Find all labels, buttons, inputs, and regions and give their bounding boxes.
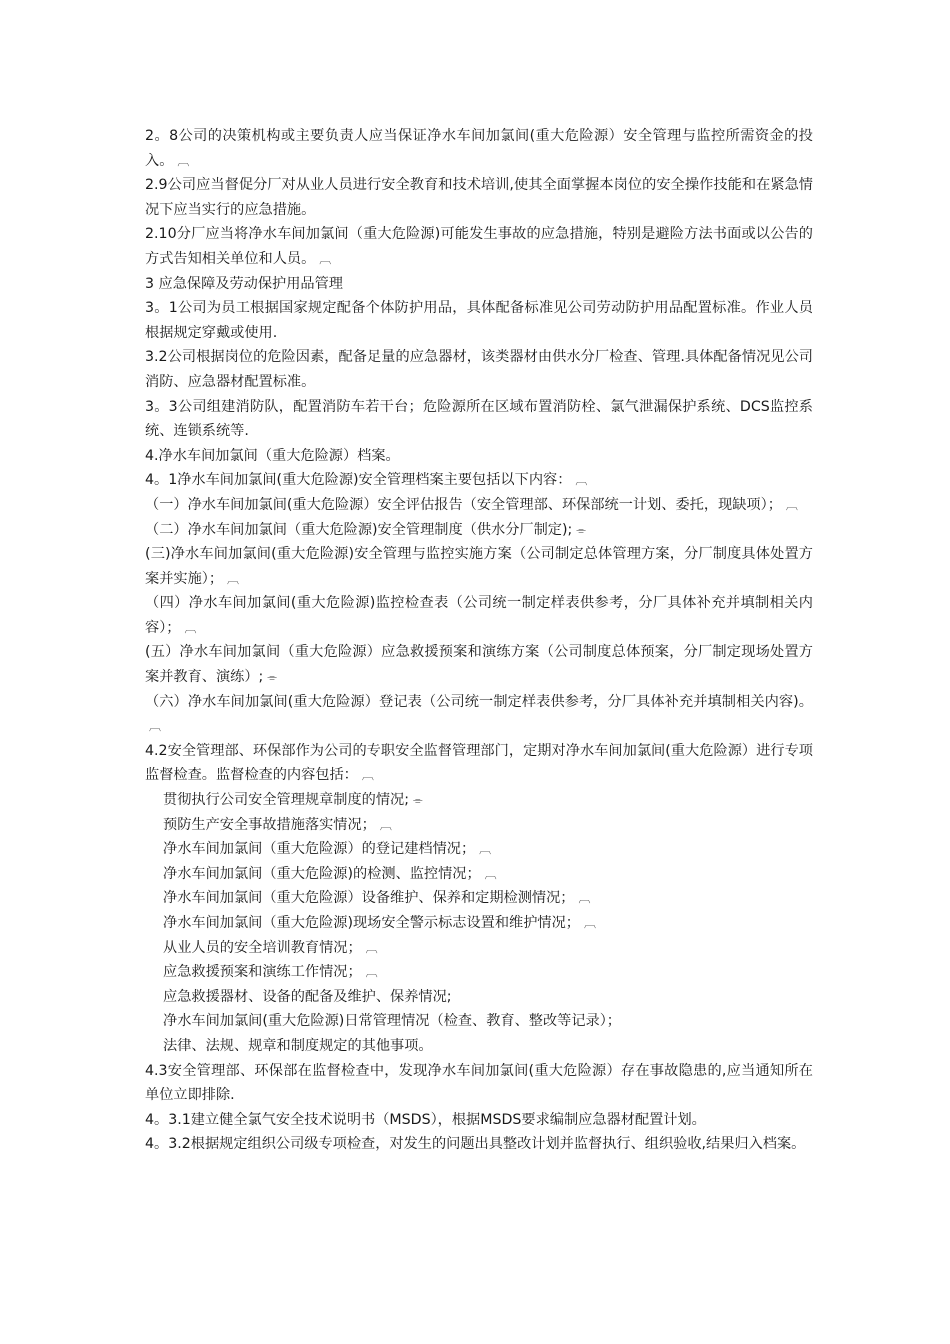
- paragraph-text: 4。3.2根据规定组织公司级专项检查，对发生的问题出具整改计划并监督执行、组织验收,结果归入档案。: [145, 1136, 806, 1153]
- paragraph-text: （一）净水车间加氯间(重大危险源）安全评估报告（安全管理部、环保部统一计划、委托，现缺项）；: [145, 496, 782, 513]
- paragraph: [145, 493, 813, 518]
- list-item: [145, 1009, 813, 1034]
- paragraph-mark-icon: ︹: [785, 497, 798, 512]
- paragraph-text: （二）净水车间加氯间（重大危险源)安全管理制度（供水分厂制定);: [145, 521, 573, 538]
- paragraph-mark-icon: ︹: [184, 620, 197, 635]
- list-item: [145, 1034, 813, 1059]
- paragraph: [145, 444, 813, 469]
- list-item: [145, 788, 813, 813]
- paragraph-mark-icon: ⌯: [576, 522, 586, 537]
- paragraph: [145, 395, 813, 444]
- list-item: [145, 886, 813, 911]
- paragraph-text: 2.9公司应当督促分厂对从业人员进行安全教育和技术培训,使其全面掌握本岗位的安全操作技能和在紧急情况下应当实行的应急措施。: [145, 177, 813, 218]
- paragraph-text: 贯彻执行公司安全管理规章制度的情况;: [163, 792, 409, 809]
- paragraph: [145, 518, 813, 543]
- paragraph: [145, 173, 813, 222]
- paragraph: [145, 222, 813, 271]
- paragraph: [145, 1132, 813, 1157]
- paragraph-mark-icon: ︹: [379, 817, 392, 832]
- paragraph-mark-icon: ︹: [149, 719, 162, 734]
- paragraph: [145, 690, 813, 739]
- paragraph: [145, 468, 813, 493]
- paragraph-mark-icon: ︹: [319, 251, 332, 266]
- paragraph-mark-icon: ︹: [365, 965, 378, 980]
- paragraph: [145, 124, 813, 173]
- list-item: [145, 911, 813, 936]
- paragraph-text: 4.净水车间加氯间（重大危险源）档案。: [145, 447, 400, 464]
- paragraph-text: 3.2公司根据岗位的危险因素，配备足量的应急器材，该类器材由供水分厂检查、管理.具体配备情况见公司消防、应急器材配置标准。: [145, 349, 813, 390]
- paragraph-mark-icon: ︹: [479, 842, 492, 857]
- list-item: [145, 960, 813, 985]
- paragraph-text: (三)净水车间加氯间(重大危险源)安全管理与监控实施方案（公司制定总体管理方案，分厂制度具体处置方案并实施）；: [145, 546, 813, 587]
- paragraph-text: 2.10分厂应当将净水车间加氯间（重大危险源)可能发生事故的应急措施，特别是避险方法书面或以公告的方式告知相关单位和人员。: [145, 226, 813, 267]
- paragraph-text: 2。8公司的决策机构或主要负责人应当保证净水车间加氯间(重大危险源）安全管理与监控所需资金的投入。: [145, 128, 813, 169]
- paragraph-text: 从业人员的安全培训教育情况；: [163, 939, 362, 956]
- paragraph: [145, 1059, 813, 1108]
- paragraph-text: （六）净水车间加氯间(重大危险源）登记表（公司统一制定样表供参考，分厂具体补充并填制相关内容)。: [145, 693, 813, 710]
- paragraph-text: 3 应急保障及劳动保护用品管理: [145, 275, 343, 292]
- paragraph: [145, 272, 813, 297]
- paragraph-mark-icon: ⌯: [412, 793, 423, 808]
- paragraph-mark-icon: ⌯: [267, 670, 277, 685]
- paragraph: [145, 640, 813, 689]
- paragraph-text: 净水车间加氯间(重大危险源)日常管理情况（检查、教育、整改等记录）；: [163, 1013, 621, 1030]
- paragraph-text: 净水车间加氯间（重大危险源）的登记建档情况；: [163, 841, 476, 858]
- paragraph-mark-icon: ︹: [583, 916, 596, 930]
- list-item: [145, 985, 813, 1010]
- paragraph: [145, 591, 813, 640]
- paragraph-text: 4。1净水车间加氯间(重大危险源)安全管理档案主要包括以下内容：: [145, 472, 572, 489]
- paragraph-text: 净水车间加氯间（重大危险源)的检测、监控情况；: [163, 865, 481, 882]
- paragraph: [145, 1108, 813, 1133]
- paragraph-mark-icon: ︹: [361, 768, 374, 783]
- paragraph-text: 净水车间加氯间（重大危险源)现场安全警示标志设置和维护情况；: [163, 915, 580, 931]
- paragraph-text: 4。3.1建立健全氯气安全技术说明书（MSDS），根据MSDS要求编制应急器材配置计划。: [145, 1111, 706, 1128]
- list-item: [145, 813, 813, 838]
- paragraph-mark-icon: ︹: [578, 891, 591, 906]
- paragraph-text: （四）净水车间加氯间(重大危险源)监控检查表（公司统一制定样表供参考，分厂具体补充并填制相关内容）；: [145, 595, 813, 636]
- paragraph-mark-icon: ︹: [575, 473, 588, 488]
- paragraph-text: 3。3公司组建消防队，配置消防车若干台；危险源所在区域布置消防栓、氯气泄漏保护系统、DCS监控系统、连锁系统等.: [145, 398, 813, 440]
- paragraph-text: 应急救援器材、设备的配备及维护、保养情况;: [163, 988, 452, 1005]
- document-body: [145, 124, 813, 1157]
- paragraph: [145, 739, 813, 788]
- list-item: [145, 936, 813, 961]
- paragraph-text: 法律、法规、规章和制度规定的其他事项。: [163, 1037, 433, 1054]
- paragraph-text: 4.2安全管理部、环保部作为公司的专职安全监督管理部门，定期对净水车间加氯间(重大危险源）进行专项监督检查。监督检查的内容包括：: [145, 742, 813, 784]
- paragraph-text: 净水车间加氯间（重大危险源）设备维护、保养和定期检测情况；: [163, 890, 575, 907]
- paragraph: [145, 542, 813, 591]
- paragraph-text: (五）净水车间加氯间（重大危险源）应急救援预案和演练方案（公司制度总体预案，分厂制定现场处置方案并教育、演练）;: [145, 644, 813, 686]
- paragraph-text: 3。1公司为员工根据国家规定配备个体防护用品，具体配备标准见公司劳动防护用品配置标准。作业人员根据规定穿戴或使用.: [145, 300, 813, 341]
- paragraph-mark-icon: ︹: [227, 571, 240, 586]
- paragraph-mark-icon: ︹: [177, 153, 190, 168]
- list-item: [145, 837, 813, 862]
- paragraph: [145, 345, 813, 394]
- paragraph-mark-icon: ︹: [484, 866, 497, 881]
- paragraph-text: 应急救援预案和演练工作情况；: [163, 964, 362, 981]
- paragraph-text: 预防生产安全事故措施落实情况；: [163, 816, 376, 833]
- paragraph-text: 4.3安全管理部、环保部在监督检查中，发现净水车间加氯间(重大危险源）存在事故隐患的,应当通知所在单位立即排除.: [145, 1062, 813, 1104]
- list-item: [145, 862, 813, 887]
- paragraph: [145, 296, 813, 345]
- paragraph-mark-icon: ︹: [365, 940, 378, 955]
